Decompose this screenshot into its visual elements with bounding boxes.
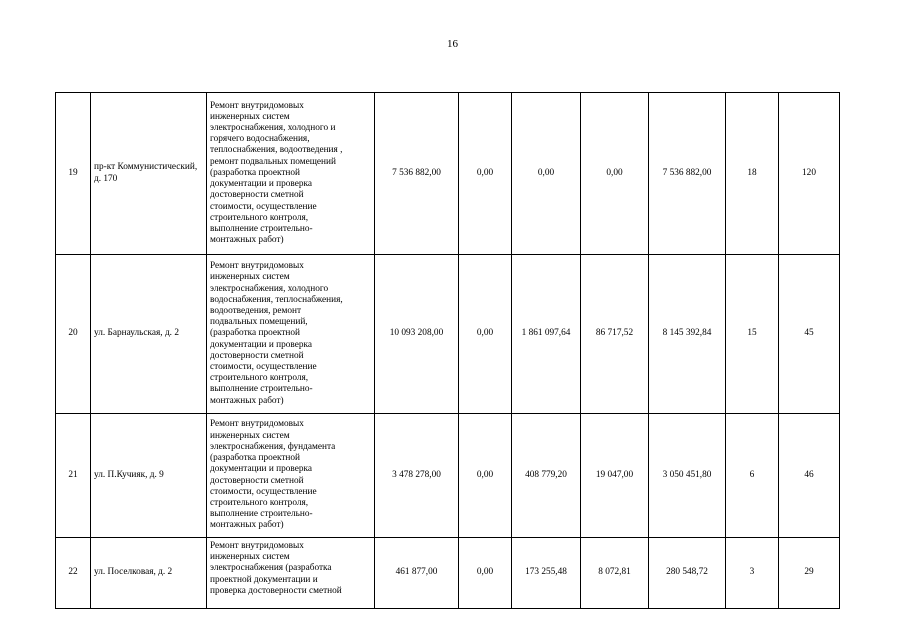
total-cost-cell: 10 093 208,00: [375, 255, 459, 414]
address-cell: ул. П.Кучияк, д. 9: [91, 414, 207, 538]
row-number: 19: [56, 93, 91, 255]
work-description-cell: [207, 93, 375, 255]
value-cell-5: 3: [726, 538, 779, 609]
value-cell-2: 173 255,48: [512, 538, 581, 609]
value-cell-5: 15: [726, 255, 779, 414]
work-description-text: Ремонт внутридомовых инженерных систем электроснабжения, фундамента (разработка проектной документации и проверка достоверности сметной стоимости, осуществление строительного контроля, выполнение строительно- монтажных работ): [210, 419, 336, 531]
value-cell-6: 29: [779, 538, 840, 609]
value-cell-6: 46: [779, 414, 840, 538]
value-cell-1: 0,00: [459, 93, 512, 255]
value-cell-3: 0,00: [581, 93, 649, 255]
row-number: 20: [56, 255, 91, 414]
total-cost-cell: 7 536 882,00: [375, 93, 459, 255]
total-cost-cell: 3 478 278,00: [375, 414, 459, 538]
value-cell-1: 0,00: [459, 538, 512, 609]
value-cell-1: 0,00: [459, 414, 512, 538]
value-cell-3: 19 047,00: [581, 414, 649, 538]
address-cell: ул. Поселковая, д. 2: [91, 538, 207, 609]
table-row: [56, 414, 840, 538]
value-cell-5: 18: [726, 93, 779, 255]
value-cell-6: 120: [779, 93, 840, 255]
work-description-text: Ремонт внутридомовых инженерных систем электроснабжения, холодного водоснабжения, теплоснабжения, водоотведения, ремонт подвальных помещений, (разработка проектной документации и проверка достоверности сметной стоимости, осуществление строительного контроля, выполнение строительно- монтажных работ): [210, 261, 343, 406]
table-row: [56, 93, 840, 255]
work-description-cell: [207, 255, 375, 414]
value-cell-4: 3 050 451,80: [649, 414, 726, 538]
total-cost-cell: 461 877,00: [375, 538, 459, 609]
page-number: 16: [447, 38, 458, 50]
row-number: 21: [56, 414, 91, 538]
work-description-cell: [207, 414, 375, 538]
value-cell-3: 86 717,52: [581, 255, 649, 414]
value-cell-4: 7 536 882,00: [649, 93, 726, 255]
work-description-text: Ремонт внутридомовых инженерных систем электроснабжения (разработка проектной документации и проверка достоверности сметной: [210, 541, 342, 596]
value-cell-4: 280 548,72: [649, 538, 726, 609]
value-cell-6: 45: [779, 255, 840, 414]
table-row: [56, 255, 840, 414]
value-cell-1: 0,00: [459, 255, 512, 414]
value-cell-3: 8 072,81: [581, 538, 649, 609]
value-cell-5: 6: [726, 414, 779, 538]
address-cell: пр-кт Коммунистический, д. 170: [91, 93, 207, 255]
work-description-cell: [207, 538, 375, 609]
value-cell-2: 0,00: [512, 93, 581, 255]
row-number: 22: [56, 538, 91, 609]
work-description-text: Ремонт внутридомовых инженерных систем электроснабжения, холодного и горячего водоснабжения, теплоснабжения, водоотведения , ремонт подвальных помещений (разработка проектной документации и проверка достоверности сметной стоимости, осуществление строительного контроля, выполнение строительно- монтажных работ): [210, 100, 343, 246]
table-row: [56, 538, 840, 609]
value-cell-4: 8 145 392,84: [649, 255, 726, 414]
value-cell-2: 408 779,20: [512, 414, 581, 538]
address-cell: ул. Барнаульская, д. 2: [91, 255, 207, 414]
value-cell-2: 1 861 097,64: [512, 255, 581, 414]
repair-program-table: [55, 92, 840, 609]
